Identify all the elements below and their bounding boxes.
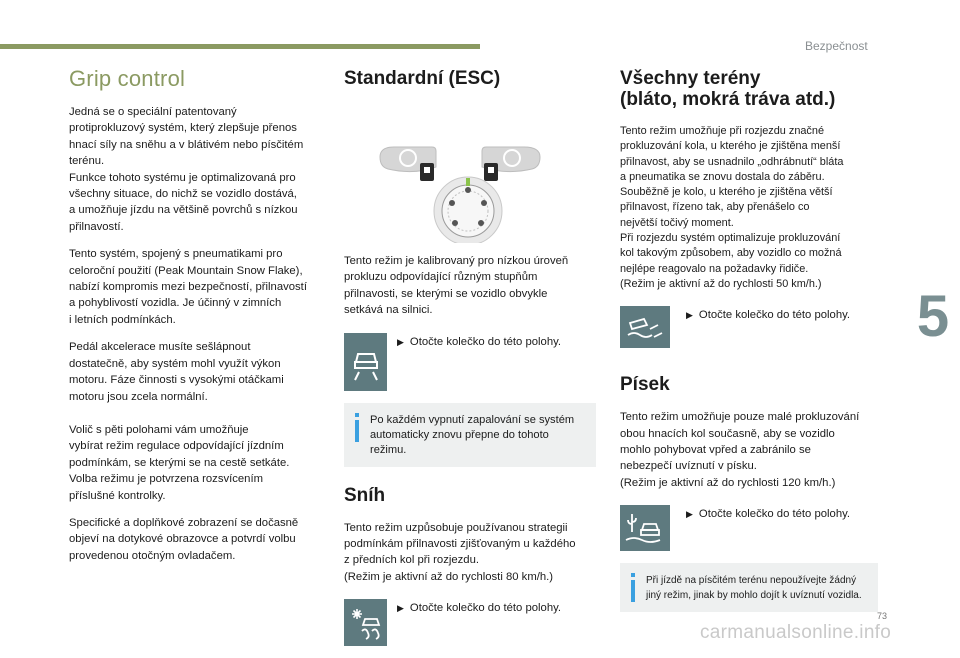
info-icon [630,573,636,603]
snow-heading: Sníh [344,484,386,506]
instruction-all-terrain [620,306,878,348]
sand-heading: Písek [620,374,670,396]
instruction-text: Otočte kolečko do této polohy. [698,508,851,521]
info-box [620,563,878,612]
instruction-text: Otočte kolečko do této polohy. [698,309,851,322]
bullet-icon: ▶ [397,603,404,614]
info-box [344,403,596,467]
column-all-terrain-sand [620,64,878,624]
paragraph: Tento režim umožňuje při rozjezdu značné prokluzování kola, u kterého je zjištěna menší přilnavost, aby se usnadnilo „odhrábnutí“ bláta a pneumatika se znovu dostala do záběru. Souběžně je kolo, u kterého je zjištěna větší přilnavost, řízeno tak, aby přenášelo co největší točivý moment. Při rozjezdu systém optimalizuje prokluzování kol takovým způsobem, aby vozidlo co možná nejlépe reagovalo na požadavky řidiče. (Režim je aktivní až do rychlosti 50 km/h.) [620,125,844,290]
switch-right-icon [482,147,540,181]
instruction-snow [344,599,596,646]
paragraph: Specifické a doplňkové zobrazení se dočasně objeví na dotykové obrazovce a potvrdí volbu provedenou otočným ovladačem. [69,516,299,562]
snow-mode-icon [344,599,387,646]
all-terrain-mode-icon [620,306,670,348]
paragraph: Pedál akcelerace musíte sešlápnout dostatečně, aby systém mohl využít výkon motoru. Fáze činnosti s vysokými otáčkami motoru jsou zcela normální. [69,341,284,403]
all-terrain-heading: Všechny terény (bláto, mokrá tráva atd.) [620,68,836,110]
header-accent-bar [0,44,480,49]
watermark: carmanualsonline.info [700,622,892,643]
bullet-icon: ▶ [686,310,693,321]
bullet-icon: ▶ [686,509,693,520]
paragraph: Jedná se o speciální patentovaný protiprokluzový systém, který zlepšuje přenos hnací síly na sněhu a v blátivém nebo písčitém terénu. Funkce tohoto systému je optimalizovaná pro všechny situace, do nichž se vozidlo dostává, a umožňuje jízdu na většině povrchů s nízkou přilnavostí. [69,106,304,233]
bullet-icon: ▶ [397,336,404,347]
rotary-dial-icon [434,177,502,243]
page-number: 73 [877,611,888,621]
instruction-text: Otočte kolečko do této polohy. [409,335,562,348]
section-label: Bezpečnost [805,39,868,53]
column-standard-snow [344,64,596,658]
paragraph: Tento systém, spojený s pneumatikami pro celoroční použití (Peak Mountain Snow Flake), nabízí kompromis mezi bezpečností, přilnavostí a pohyblivostí vozidla. Je účinný v zimních i letních podmínkách. [69,248,307,326]
info-text: Při jízdě na písčitém terénu nepoužívejte žádný jiný režim, jinak by mohlo dojít k uvíznutí vozidla. [646,575,862,602]
chapter-number: 5 [916,283,950,349]
paragraph: Tento režim je kalibrovaný pro nízkou úroveň prokluzu odpovídající různým stupňům přilnavosti, se kterými se vozidlo obvykle setkává na silnici. [344,255,569,317]
paragraph: Tento režim umožňuje pouze malé prokluzování obou hnacích kol současně, aby se vozidlo mohlo pohybovat vpřed a zabránilo se nebezpečí uvíznutí v písku. (Režim je aktivní až do rychlosti 120 km/h.) [620,411,860,489]
instruction-sand [620,505,878,551]
info-icon [354,413,360,458]
esc-mode-icon [344,333,387,391]
instruction-text: Otočte kolečko do této polohy. [409,602,562,615]
paragraph: Tento režim uzpůsobuje používanou strategii podmínkám přilnavosti zjišťovaným u každého z předních kol při rozjezdu. (Režim je aktivní až do rychlosti 80 km/h.) [344,521,576,583]
grip-control-dial-illustration [344,103,596,243]
switch-left-icon [380,147,436,181]
esc-heading: Standardní (ESC) [344,68,501,89]
column-grip-control [69,64,331,575]
grip-control-title: Grip control [69,66,186,91]
info-text: Po každém vypnutí zapalování se systém automaticky znovu přepne do tohoto režimu. [370,413,575,456]
sand-mode-icon [620,505,670,551]
paragraph: Volič s pěti polohami vám umožňuje vybírat režim regulace odpovídající jízdním podmínkám, se kterými se na cestě setkáte. Volba režimu je potvrzena rozsvícením příslušné kontrolky. [69,423,290,502]
instruction-esc [344,333,596,391]
